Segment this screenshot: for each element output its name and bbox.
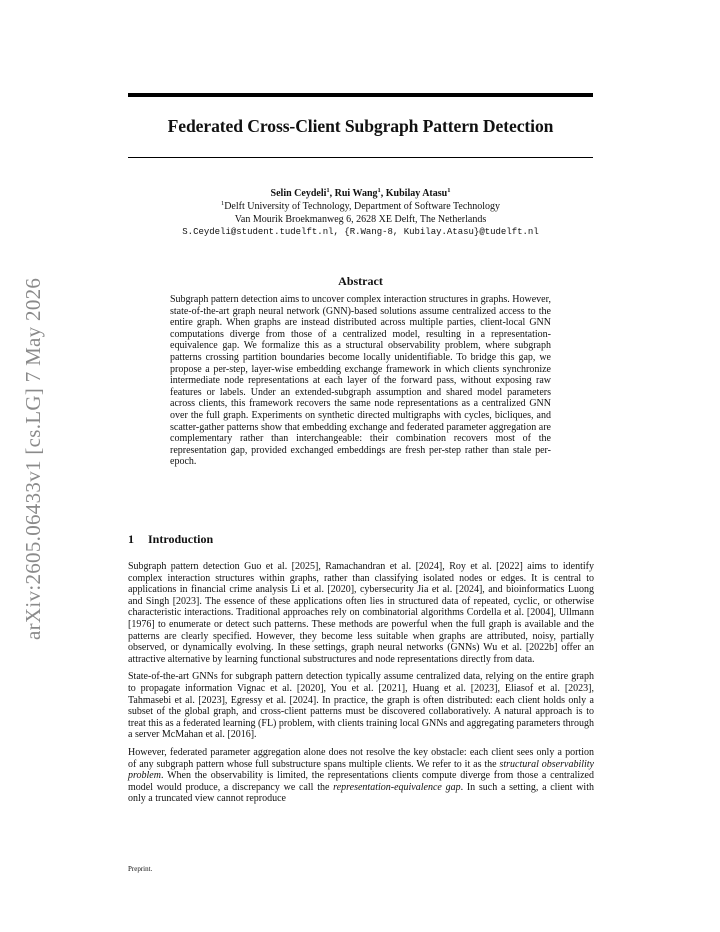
section-title: Introduction bbox=[148, 532, 214, 546]
paragraph bbox=[128, 747, 594, 805]
emphasis: representation-equivalence gap bbox=[333, 781, 461, 793]
abstract-heading: Abstract bbox=[338, 274, 383, 288]
title-rule-top bbox=[128, 93, 593, 97]
text-run: . In such a setting, a client with only a truncated view cannot reproduce bbox=[128, 781, 594, 805]
author-block bbox=[128, 187, 593, 239]
affil-mark: 1 bbox=[447, 187, 451, 194]
author-name: Kubilay Atasu bbox=[385, 188, 448, 199]
affil-mark: 1 bbox=[220, 200, 225, 207]
affiliation-text: Delft University of Technology, Department of Software Technology bbox=[224, 201, 501, 212]
author-name: Selin Ceydeli bbox=[270, 188, 327, 199]
paragraph: State-of-the-art GNNs for subgraph pattern detection typically assume centralized data, relying on the entire graph to propagate information Vignac et al. [2020], You et al. [2021], Huang et al. [2023], Eliasof et al. [2023], Tahmasebi et al. [2023], Egressy et al. [2024]. In practice, the graph is often distributed: each client holds only a subset of the global graph, and cross-client patterns must be discovered collaboratively. A natural approach is to treat this as a federated learning (FL) problem, with clients training local GNNs and aggregating parameters through a server McMahan et al. [2016]. bbox=[128, 671, 594, 741]
affil-mark: 1 bbox=[326, 187, 330, 194]
author-name: Rui Wang bbox=[334, 188, 378, 199]
section-number: 1 bbox=[128, 532, 134, 546]
affil-mark: 1 bbox=[377, 187, 381, 194]
address: Van Mourik Broekmanweg 6, 2628 XE Delft, The Netherlands bbox=[234, 214, 487, 225]
paper-title: Federated Cross-Client Subgraph Pattern Detection bbox=[167, 116, 554, 136]
author-names: Selin Ceydeli$^1$, Rui Wang$^1$, Kubilay Atasu$^1$ bbox=[270, 187, 451, 199]
section-body bbox=[128, 561, 594, 811]
arxiv-stamp: arXiv:2605.06433v1 [cs.LG] 7 May 2026 bbox=[21, 277, 45, 640]
affiliation bbox=[128, 200, 593, 213]
text-run: However, federated parameter aggregation alone does not resolve the key obstacle: each client sees only a portion of any subgraph pattern whose full substructure spans multiple clients. We refer to it as the bbox=[128, 746, 594, 770]
emphasis: structural observability problem bbox=[128, 758, 594, 782]
section-heading bbox=[128, 532, 213, 547]
footer-preprint: Preprint. bbox=[128, 865, 153, 873]
title-rule-bottom bbox=[128, 157, 593, 158]
author-emails: S.Ceydeli@student.tudelft.nl, {R.Wang-8, Kubilay.Atasu}@tudelft.nl bbox=[182, 227, 539, 237]
paragraph: Subgraph pattern detection Guo et al. [2025], Ramachandran et al. [2024], Roy et al. [2022] aims to identify complex interaction structures within graphs, rather than classifying isolated nodes or edges. It is central to applications in financial crime analysis Li et al. [2020], cybersecurity Jia et al. [2024], and bioinformatics Luong and Singh [2023]. The essence of these applications often lies in structured data of repeated, cyclic, or otherwise characteristic interactions. Traditional approaches rely on combinatorial algorithms Cordella et al. [2004], Ullmann [1976] to enumerate or detect such patterns. These methods are powerful when the full graph is available and the patterns are clearly specified. However, they become less suitable when graphs are attributed, noisy, partially observed, or dynamically evolving. In these settings, graph neural networks (GNNs) Wu et al. [2022b] offer an attractive alternative by learning functional substructures and node representations directly from data. bbox=[128, 561, 594, 665]
abstract-text: Subgraph pattern detection aims to uncover complex interaction structures in graphs. However, state-of-the-art graph neural network (GNN)-based solutions assume centralized access to the entire graph. When graphs are instead distributed across multiple parties, client-local GNN computations diverge from those of a centralized model, resulting in a representation-equivalence gap. We formalize this as a structural observability problem, where subgraph patterns crossing partition boundaries become locally unidentifiable. To bridge this gap, we propose a per-step, layer-wise embedding exchange framework in which clients synchronize intermediate node representations at each layer of the forward pass, without exposing raw features or labels. Under an extended-subgraph assumption and shared model parameters across clients, this framework recovers the same node representations as a centralized GNN over the full graph. Experiments on synthetic directed multigraphs with cycles, bicliques, and scatter-gather patterns show that embedding exchange and federated parameter aggregation are complementary rather than interchangeable: their combination recovers most of the representation gap, provided exchanged embeddings are fresh per-step rather than stale per-epoch. bbox=[170, 294, 551, 468]
text-run: . When the observability is limited, the representations clients compute diverge from those a centralized model would produce, a discrepancy we call the bbox=[128, 770, 594, 793]
